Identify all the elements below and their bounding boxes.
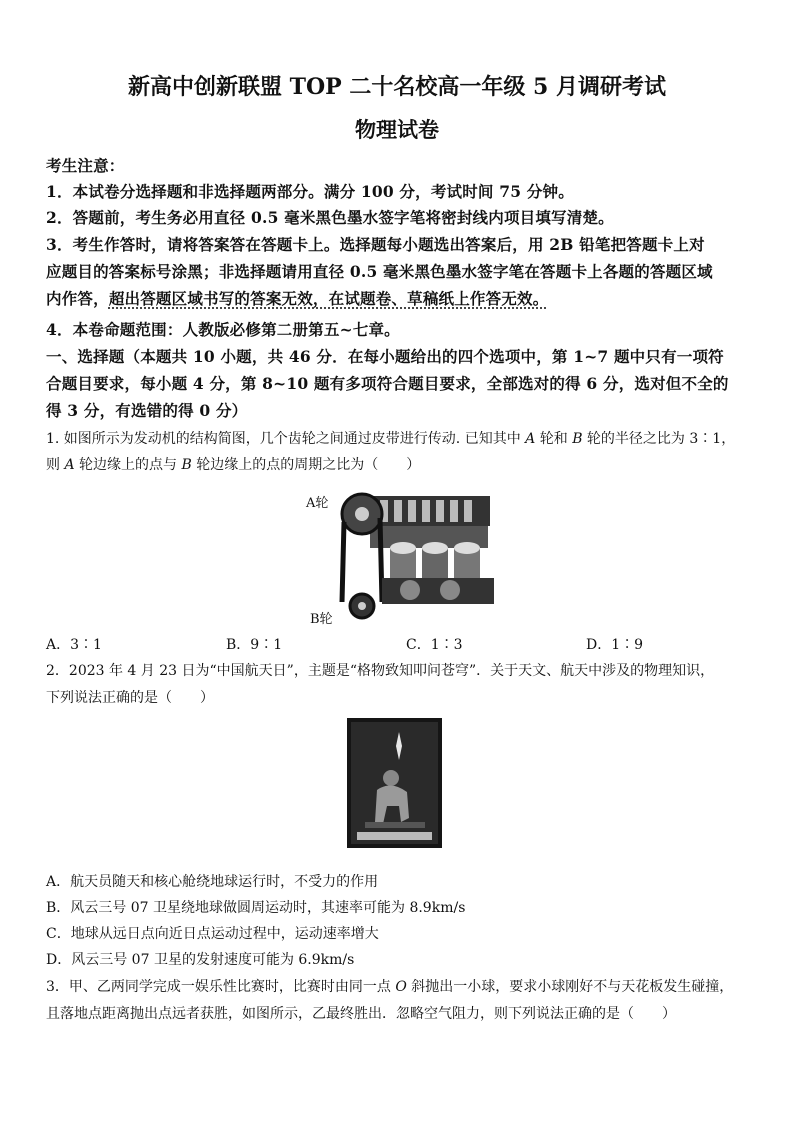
q1-option-a: A．3∶1 [46,637,102,653]
q3-var-o: O [395,979,407,995]
q1-option-b: B．9∶1 [226,637,283,653]
q2-option-b: B．风云三号 07 卫星绕地球做圆周运动时，其速率可能为 8.9km/s [46,900,466,916]
notice-emphasis: 超出答题区域书写的答案无效，在试题卷、草稿纸上作答无效。 [108,289,549,308]
q1-text: 轮和 [535,431,573,447]
q1-option-c: C．1∶3 [406,637,463,653]
q1-stem-line-1 [46,428,735,448]
q2-option-d: D．风云三号 07 卫星的发射速度可能为 6.9km/s [46,952,355,968]
q1-stem-line-2 [46,454,420,474]
q1-text: 轮边缘上的点与 [74,457,182,473]
q1-var-b: B [181,457,192,473]
exam-title: 新高中创新联盟 TOP 二十名校高一年级 5 月调研考试 [127,74,667,100]
q2-option-c: C．地球从远日点向近日点运动过程中，运动速率增大 [46,926,379,942]
notice-item-1: 1．本试卷分选择题和非选择题两部分。满分 100 分，考试时间 75 分钟。 [46,182,574,201]
figure-label-b: B轮 [310,612,333,627]
q1-option-d: D．1∶9 [586,637,644,653]
poster-image [347,718,442,848]
q1-text: 则 [46,457,65,473]
q2-option-a: A．航天员随天和核心舱绕地球运行时，不受力的作用 [46,874,379,890]
q1-text: 轮的半径之比为 3∶1， [582,431,736,447]
notice-item-3-cont: 应题目的答案标号涂黑；非选择题请用直径 0.5 毫米黑色墨水签字笔在答题卡上各题的答题区域 [46,262,713,281]
q1-text: 轮边缘上的点的周期之比为（ ） [191,457,421,473]
engine-figure [300,482,500,628]
figure-label-a: A轮 [306,496,329,511]
q2-stem-line-2: 下列说法正确的是（ ） [46,690,214,706]
notice-item-3-tail: 内作答， [46,289,109,308]
q2-stem-line-1: 2．2023 年 4 月 23 日为“中国航天日”，主题是“格物致知叩问苍穹”．关于天文、航天中涉及的物理知识， [46,663,715,679]
notice-item-2: 2．答题前，考生务必用直径 0.5 毫米黑色墨水签字笔将密封线内项目填写清楚。 [46,208,614,227]
notice-item-4: 4．本卷命题范围：人教版必修第二册第五~七章。 [46,320,400,339]
section-heading-line-3: 得 3 分，有选错的得 0 分） [46,401,248,420]
notice-item-3: 3．考生作答时，请将答案答在答题卡上。选择题每小题选出答案后，用 2B 铅笔把答题卡上对 [46,235,705,254]
q1-var-a: A [64,457,75,473]
q1-text: 1. 如图所示为发动机的结构简图，几个齿轮之间通过皮带进行传动. 已知其中 [46,431,526,447]
q3-text: 斜抛出一小球，要求小球刚好不与天花板发生碰撞， [406,979,734,995]
q3-stem-line-1 [46,976,733,996]
q3-stem-line-2: 且落地点距离抛出点远者获胜，如图所示，乙最终胜出．忽略空气阻力，则下列说法正确的是（ ） [46,1006,676,1022]
exam-subtitle: 物理试卷 [355,117,439,142]
q1-var-b: B [572,431,583,447]
space-day-poster [347,718,442,848]
section-heading-line-1: 一、选择题（本题共 10 小题，共 46 分．在每小题给出的四个选项中，第 1~7 题中只有一项符 [46,347,724,366]
engine-drawing [300,482,500,628]
q1-var-a: A [525,431,536,447]
section-heading-line-2: 合题目要求，每小题 4 分，第 8~10 题有多项符合题目要求，全部选对的得 6 分，选对但不全的 [46,374,729,393]
notice-heading: 考生注意： [46,156,125,175]
q3-text: 3．甲、乙两同学完成一娱乐性比赛时，比赛时由同一点 [46,979,396,995]
notice-item-3-end [46,287,548,309]
